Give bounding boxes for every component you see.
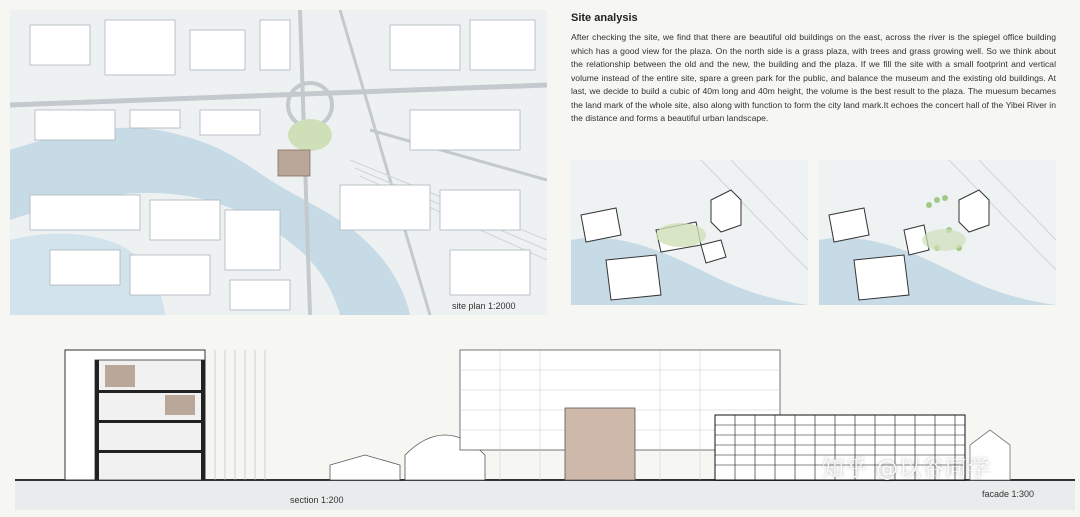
site-plan-caption: site plan 1:2000 (452, 301, 516, 311)
site-plan-drawing (10, 10, 547, 315)
section-facade-svg (15, 330, 1075, 510)
massing-diagram-1 (571, 160, 808, 305)
site-analysis-title: Site analysis (571, 12, 638, 24)
section-caption: section 1:200 (290, 495, 344, 505)
massing-drawing-2 (819, 160, 1056, 305)
facade-caption: facade 1:300 (982, 489, 1035, 499)
site-analysis-paragraph: After checking the site, we find that there are beautiful old buildings on the east, across the river is the spiegel office building which has a good view for the plaza. On the north side is a grass plaza, with trees and grass growing well. So we think about the relationship between the old and the new, the building and the plaza. If we fill the site with a small footprint and vertical volume instead of the entire site, spare a green park for the public, and balance the museum and the existing old buildings. At last, we decide to build a cubic of 40m long and 40m height, the volume is the best result to the plaza. The muesum becames the land mark of the whole site, also along with function to form the city land mark.It echoes the concert hall of the Yibei River in the distance and forms a beautiful urban landscape. (571, 32, 1056, 123)
section-facade-drawing (15, 330, 1075, 510)
site-plan-map (10, 10, 547, 315)
massing-diagram-2 (819, 160, 1056, 305)
watermark-text: 知乎 @以谷同学 (822, 457, 991, 482)
massing-drawing-1 (571, 160, 808, 305)
